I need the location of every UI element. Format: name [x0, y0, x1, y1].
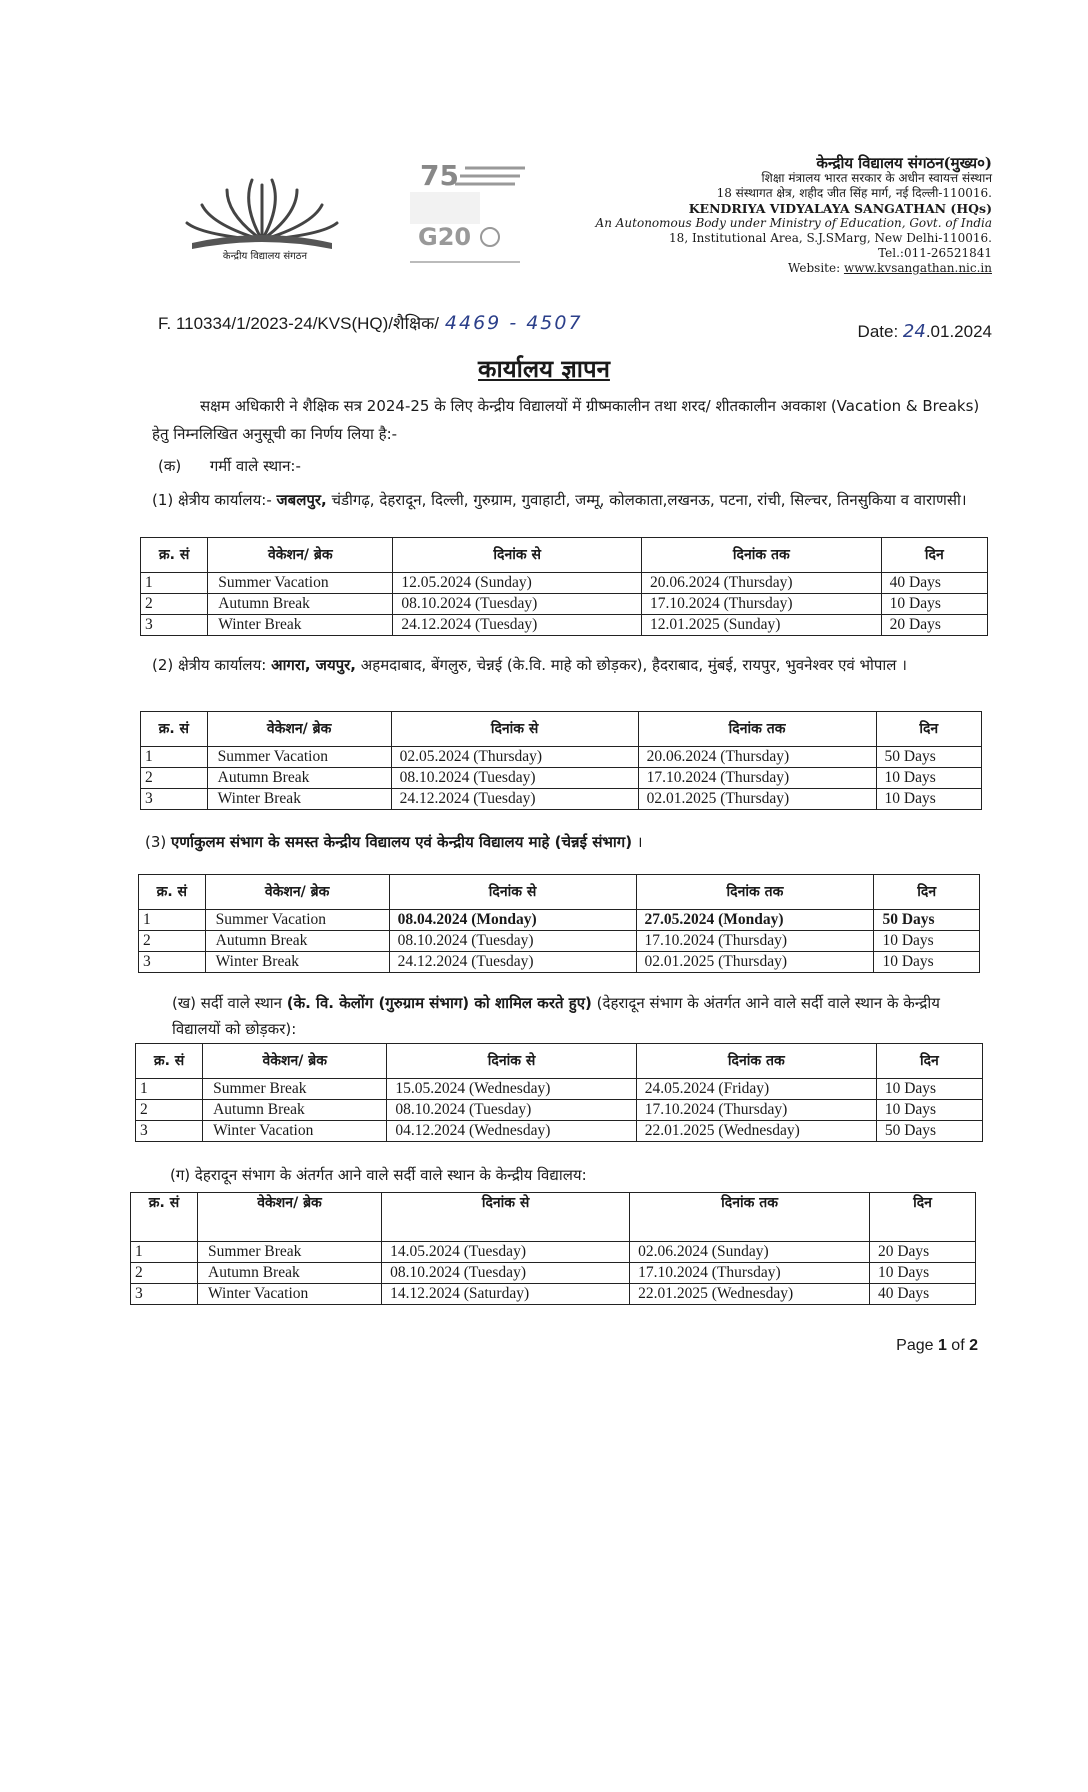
- header-date-from: दिनांक से: [393, 538, 642, 573]
- header-vacation: वेकेशन/ ब्रेक: [203, 1044, 387, 1079]
- schedule-table-2: [140, 711, 982, 810]
- cell-sno: 3: [131, 1284, 198, 1305]
- header-sno: क्र. सं: [131, 1193, 198, 1242]
- cell-date-from: 08.10.2024 (Tuesday): [389, 931, 636, 952]
- schedule-table-5: [130, 1192, 976, 1305]
- region3-text: (3) एर्णाकुलम संभाग के समस्त केन्द्रीय विद्यालय एवं केन्द्रीय विद्यालय माहे (चेन्नई संभाग) ।: [145, 833, 643, 851]
- header-vacation: वेकेशन/ ब्रेक: [205, 875, 389, 910]
- table-header-row: [131, 1193, 976, 1242]
- header-days: दिन: [869, 1193, 975, 1242]
- logo-caption: केन्द्रीय विद्यालय संगठन: [222, 251, 308, 262]
- table-row: [141, 789, 982, 810]
- schedule-table-1: [140, 537, 988, 636]
- cell-sno: 1: [141, 747, 208, 768]
- cell-date-to: 22.01.2025 (Wednesday): [636, 1121, 876, 1142]
- header-date-to: दिनांक तक: [642, 538, 882, 573]
- kvs-logo: [172, 145, 352, 265]
- header-date-from: दिनांक से: [389, 875, 636, 910]
- table-header-row: [141, 538, 988, 573]
- cell-date-from: 24.12.2024 (Tuesday): [391, 789, 638, 810]
- svg-text:75: 75: [420, 159, 459, 192]
- section-dehradun-text: (ग) देहरादून संभाग के अंतर्गत आने वाले सर्दी वाले स्थान के केन्द्रीय विद्यालय:: [170, 1166, 587, 1184]
- header-date-from: दिनांक से: [391, 712, 638, 747]
- cell-days: 50 Days: [874, 910, 980, 931]
- region1-text: (1) क्षेत्रीय कार्यालय:- जबलपुर, चंडीगढ़, देहरादून, दिल्ली, गुरुग्राम, गुवाहाटी, जम्मू, कोलकाता,लखनऊ, पटना, रांची, सिल्चर, तिनसुकिया व वाराणसी।: [152, 491, 967, 509]
- cell-date-from: 24.12.2024 (Tuesday): [393, 615, 642, 636]
- cell-date-to: 17.10.2024 (Thursday): [638, 768, 876, 789]
- cell-vacation: Summer Vacation: [205, 910, 389, 931]
- cell-date-to: 17.10.2024 (Thursday): [636, 1100, 876, 1121]
- cell-date-from: 08.10.2024 (Tuesday): [387, 1100, 636, 1121]
- cell-vacation: Winter Break: [208, 615, 393, 636]
- organisation-address: [596, 156, 992, 276]
- cell-sno: 1: [139, 910, 206, 931]
- header-sno: क्र. सं: [141, 538, 208, 573]
- cell-date-from: 08.10.2024 (Tuesday): [382, 1263, 630, 1284]
- cell-vacation: Summer Vacation: [207, 747, 391, 768]
- cell-vacation: Summer Break: [203, 1079, 387, 1100]
- header-date-from: दिनांक से: [382, 1193, 630, 1242]
- website-link[interactable]: www.kvsangathan.nic.in: [843, 261, 992, 275]
- cell-sno: 1: [136, 1079, 203, 1100]
- org-subtitle-english: An Autonomous Body under Ministry of Education, Govt. of India: [595, 216, 992, 230]
- table-row: [131, 1263, 976, 1284]
- cell-days: 10 Days: [874, 931, 980, 952]
- table-row: [141, 768, 982, 789]
- table-row: [131, 1284, 976, 1305]
- cell-days: 50 Days: [876, 1121, 982, 1142]
- cell-date-to: 12.01.2025 (Sunday): [642, 615, 882, 636]
- table-row: [131, 1242, 976, 1263]
- table-row: [141, 573, 988, 594]
- org-name-english: KENDRIYA VIDYALAYA SANGATHAN (HQs): [688, 201, 992, 216]
- header-date-from: दिनांक से: [387, 1044, 636, 1079]
- cell-date-from: 08.10.2024 (Tuesday): [393, 594, 642, 615]
- header-days: दिन: [874, 875, 980, 910]
- cell-days: 50 Days: [876, 747, 981, 768]
- cell-date-to: 20.06.2024 (Thursday): [638, 747, 876, 768]
- cell-vacation: Autumn Break: [203, 1100, 387, 1121]
- table-header-row: [139, 875, 980, 910]
- cell-days: 10 Days: [876, 1100, 982, 1121]
- cell-date-from: 12.05.2024 (Sunday): [393, 573, 642, 594]
- cell-date-to: 02.01.2025 (Thursday): [636, 952, 874, 973]
- cell-vacation: Autumn Break: [205, 931, 389, 952]
- cell-vacation: Winter Break: [205, 952, 389, 973]
- file-number-handwritten: 4469 - 4507: [444, 312, 583, 334]
- header-days: दिन: [876, 712, 981, 747]
- table-row: [141, 747, 982, 768]
- org-website: [596, 261, 992, 276]
- header-vacation: वेकेशन/ ब्रेक: [208, 538, 393, 573]
- cell-days: 10 Days: [876, 768, 981, 789]
- cell-vacation: Summer Vacation: [208, 573, 393, 594]
- header-days: दिन: [876, 1044, 982, 1079]
- header-vacation: वेकेशन/ ब्रेक: [207, 712, 391, 747]
- org-address-hindi: 18 संस्थागत क्षेत्र, शहीद जीत सिंह मार्ग, नई दिल्ली-110016.: [716, 186, 992, 200]
- table-row: [139, 910, 980, 931]
- cell-vacation: Autumn Break: [198, 1263, 382, 1284]
- cell-date-from: 14.12.2024 (Saturday): [382, 1284, 630, 1305]
- cell-date-to: 22.01.2025 (Wednesday): [630, 1284, 870, 1305]
- header-sno: क्र. सं: [141, 712, 208, 747]
- cell-date-to: 02.01.2025 (Thursday): [638, 789, 876, 810]
- cell-sno: 3: [139, 952, 206, 973]
- table-row: [139, 931, 980, 952]
- file-number-text: F. 110334/1/2023-24/KVS(HQ)/शैक्षिक/: [158, 314, 439, 333]
- cell-date-from: 14.05.2024 (Tuesday): [382, 1242, 630, 1263]
- cell-sno: 1: [131, 1242, 198, 1263]
- cell-vacation: Autumn Break: [208, 594, 393, 615]
- cell-date-to: 17.10.2024 (Thursday): [642, 594, 882, 615]
- svg-text:G20: G20: [418, 223, 472, 251]
- header-sno: क्र. सं: [139, 875, 206, 910]
- table-row: [136, 1121, 983, 1142]
- cell-days: 10 Days: [869, 1263, 975, 1284]
- cell-date-to: 24.05.2024 (Friday): [636, 1079, 876, 1100]
- table-header-row: [141, 712, 982, 747]
- cell-days: 20 Days: [869, 1242, 975, 1263]
- date-rest: .01.2024: [925, 322, 992, 341]
- header-days: दिन: [881, 538, 987, 573]
- document-date: [858, 321, 992, 342]
- cell-vacation: Summer Break: [198, 1242, 382, 1263]
- cell-date-to: 17.10.2024 (Thursday): [630, 1263, 870, 1284]
- cell-vacation: Winter Vacation: [203, 1121, 387, 1142]
- schedule-table-3: [138, 874, 980, 973]
- cell-sno: 3: [141, 615, 208, 636]
- table-row: [136, 1079, 983, 1100]
- intro-paragraph: सक्षम अधिकारी ने शैक्षिक सत्र 2024-25 के लिए केन्द्रीय विद्यालयों में ग्रीष्मकालीन तथा शरद/ शीतकालीन अवकाश (Vacation & Breaks) हेतु निम्नलिखित अनुसूची का निर्णय लिया है:-: [152, 397, 980, 443]
- table-row: [139, 952, 980, 973]
- org-address-english: 18, Institutional Area, S.J.SMarg, New Delhi-110016.: [669, 231, 992, 245]
- cell-date-from: 08.10.2024 (Tuesday): [391, 768, 638, 789]
- cell-sno: 3: [141, 789, 208, 810]
- cell-date-from: 02.05.2024 (Thursday): [391, 747, 638, 768]
- header-date-to: दिनांक तक: [636, 1044, 876, 1079]
- cell-sno: 2: [136, 1100, 203, 1121]
- cell-sno: 3: [136, 1121, 203, 1142]
- date-label: Date:: [857, 322, 903, 341]
- page-number: Page 1 of 2: [896, 1337, 978, 1354]
- cell-date-from: 04.12.2024 (Wednesday): [387, 1121, 636, 1142]
- cell-sno: 2: [141, 594, 208, 615]
- cell-days: 20 Days: [881, 615, 987, 636]
- office-memorandum-title: कार्यालय ज्ञापन: [478, 355, 610, 383]
- table-row: [141, 594, 988, 615]
- cell-sno: 2: [139, 931, 206, 952]
- cell-date-from: 08.04.2024 (Monday): [389, 910, 636, 931]
- cell-days: 40 Days: [881, 573, 987, 594]
- header-date-to: दिनांक तक: [638, 712, 876, 747]
- file-number: [158, 311, 583, 334]
- org-name-hindi: केन्द्रीय विद्यालय संगठन(मुख्य०): [816, 154, 992, 172]
- cell-date-to: 17.10.2024 (Thursday): [636, 931, 874, 952]
- cell-vacation: Winter Vacation: [198, 1284, 382, 1305]
- header-date-to: दिनांक तक: [636, 875, 874, 910]
- region2-text: (2) क्षेत्रीय कार्यालय: आगरा, जयपुर, अहमदाबाद, बेंगलुरु, चेन्नई (के.वि. माहे को छोड़कर), हैदराबाद, मुंबई, रायपुर, भुवनेश्वर एवं भोपाल ।: [152, 656, 907, 674]
- website-label: Website:: [788, 261, 844, 275]
- schedule-table-4: [135, 1043, 983, 1142]
- cell-days: 10 Days: [874, 952, 980, 973]
- cell-sno: 2: [141, 768, 208, 789]
- cell-sno: 1: [141, 573, 208, 594]
- cell-days: 10 Days: [876, 789, 981, 810]
- table-row: [136, 1100, 983, 1121]
- table-header-row: [136, 1044, 983, 1079]
- cell-date-to: 02.06.2024 (Sunday): [630, 1242, 870, 1263]
- header-vacation: वेकेशन/ ब्रेक: [198, 1193, 382, 1242]
- cell-sno: 2: [131, 1263, 198, 1284]
- org-telephone: Tel.:011-26521841: [878, 246, 992, 260]
- cell-date-from: 15.05.2024 (Wednesday): [387, 1079, 636, 1100]
- cell-vacation: Autumn Break: [207, 768, 391, 789]
- header-date-to: दिनांक तक: [630, 1193, 870, 1242]
- date-handwritten: 24: [902, 321, 926, 342]
- azadi-g20-logo: [400, 150, 540, 270]
- section-summer-heading: (क) गर्मी वाले स्थान:-: [158, 457, 301, 475]
- cell-date-to: 27.05.2024 (Monday): [636, 910, 874, 931]
- section-winter-text: (ख) सर्दी वाले स्थान (के. वि. केलोंग (गुरुग्राम संभाग) को शामिल करते हुए) (देहरादून संभाग के अंतर्गत आने वाले सर्दी वाले स्थान के केन्द्रीय विद्यालयों को छोड़कर):: [172, 994, 940, 1038]
- cell-days: 40 Days: [869, 1284, 975, 1305]
- table-row: [141, 615, 988, 636]
- header-sno: क्र. सं: [136, 1044, 203, 1079]
- cell-date-from: 24.12.2024 (Tuesday): [389, 952, 636, 973]
- cell-date-to: 20.06.2024 (Thursday): [642, 573, 882, 594]
- cell-days: 10 Days: [881, 594, 987, 615]
- cell-days: 10 Days: [876, 1079, 982, 1100]
- cell-vacation: Winter Break: [207, 789, 391, 810]
- org-subtitle-hindi: शिक्षा मंत्रालय भारत सरकार के अधीन स्वायत्त संस्थान: [761, 171, 992, 185]
